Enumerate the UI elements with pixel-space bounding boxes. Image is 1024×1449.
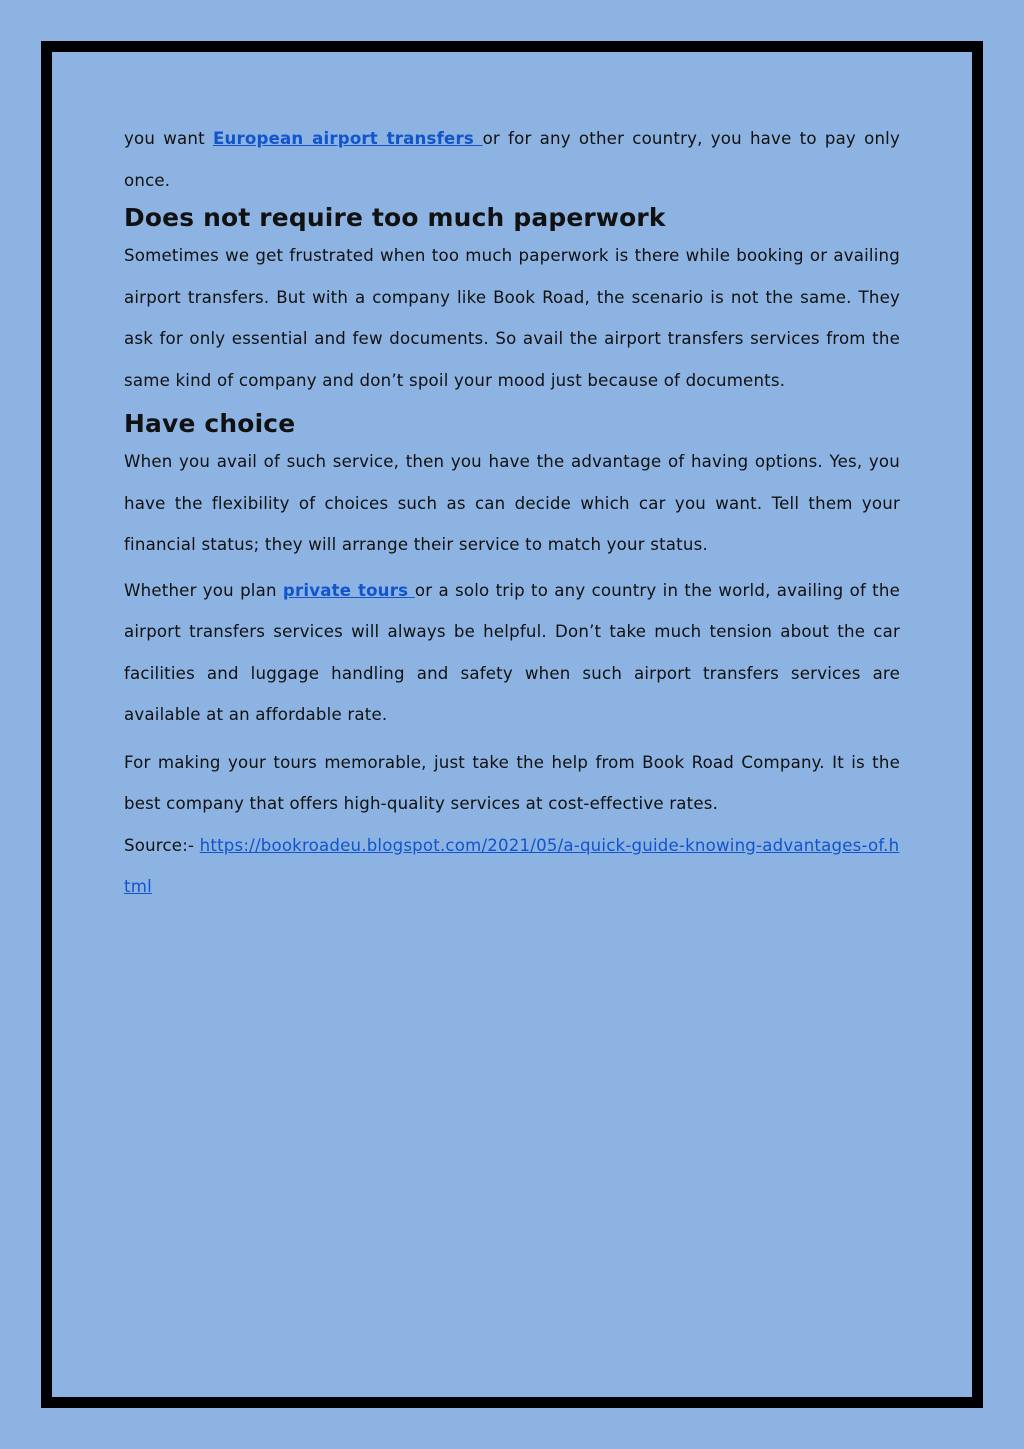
document-body bbox=[124, 118, 900, 908]
tours-text-before: Whether you plan bbox=[124, 580, 283, 600]
private-tours-link[interactable]: private tours bbox=[282, 580, 415, 600]
intro-paragraph bbox=[124, 118, 900, 201]
intro-text-after: or for any other country, you have to pay only once. bbox=[124, 129, 900, 190]
section-body-choice: When you avail of such service, then you have the advantage of having options. Yes, you have the flexibility of choices such as can decide which car you want. Tell them your financial status; they will arrange their service to match your status. bbox=[124, 452, 900, 554]
tours-paragraph bbox=[124, 570, 900, 736]
source-url-link[interactable]: https://bookroadeu.blogspot.com/2021/05/a-quick-guide-knowing-advantages-of.html bbox=[124, 835, 900, 896]
source-label: Source:- bbox=[124, 835, 200, 855]
source-line bbox=[124, 825, 900, 908]
section-heading-choice: Have choice bbox=[124, 409, 296, 438]
section-body-paperwork: Sometimes we get frustrated when too much paperwork is there while booking or availing airport transfers. But with a company like Book Road, the scenario is not the same. They ask for only essential and few documents. So avail the airport transfers services from the same kind of company and don’t spoil your mood just because of documents. bbox=[124, 246, 900, 390]
tours-text-after: or a solo trip to any country in the world, availing of the airport transfers services will always be helpful. Don’t take much tension about the car facilities and luggage handling and safety when such airport transfers services are available at an affordable rate. bbox=[124, 580, 901, 724]
intro-text-before: you want bbox=[124, 129, 213, 148]
closing-paragraph: For making your tours memorable, just take the help from Book Road Company. It is the best company that offers high-quality services at cost-effective rates. bbox=[124, 752, 900, 813]
european-airport-transfers-link[interactable]: European airport transfers bbox=[212, 129, 483, 148]
section-heading-paperwork: Does not require too much paperwork bbox=[124, 203, 666, 232]
